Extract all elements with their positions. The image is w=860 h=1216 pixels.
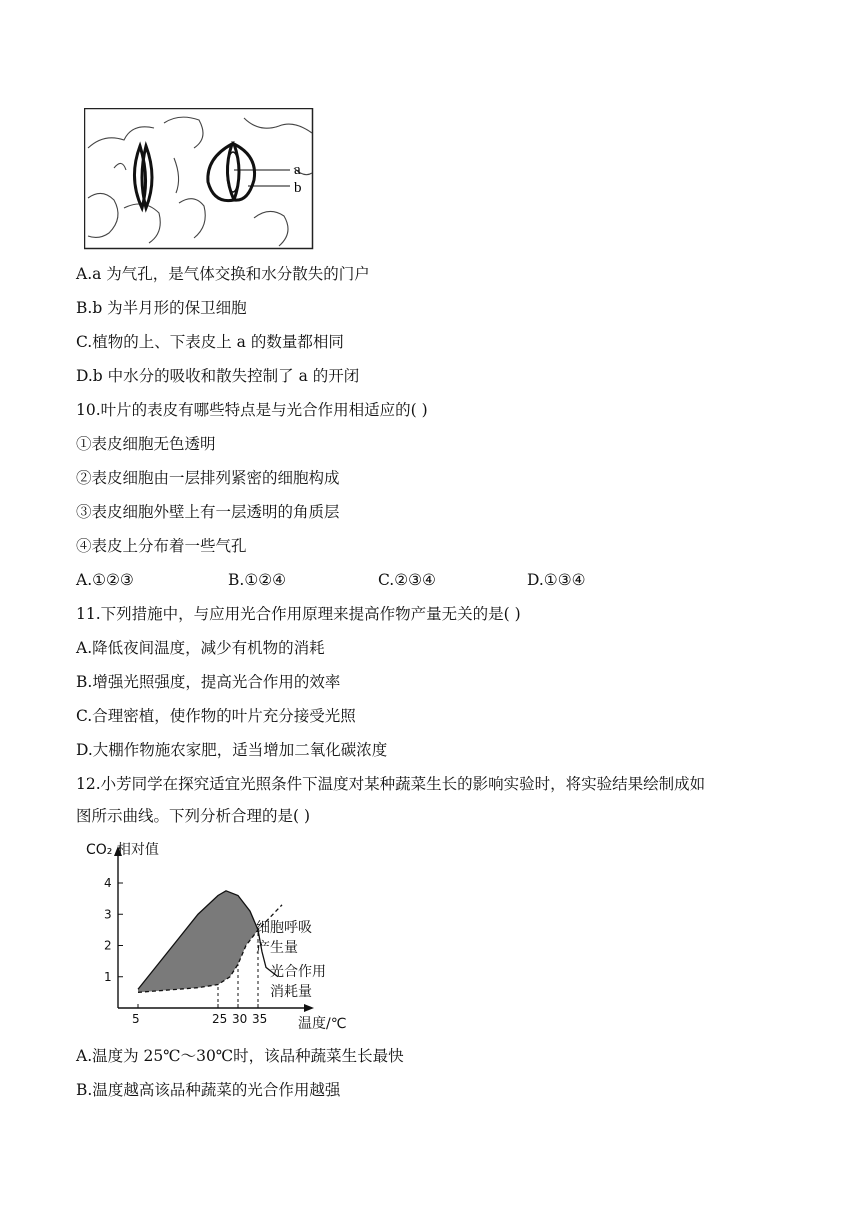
annotation-respiration-2: 产生量 bbox=[256, 940, 298, 956]
x-tick-label: 30 bbox=[232, 1012, 248, 1026]
q10-statement-2: ②表皮细胞由一层排列紧密的细胞构成 bbox=[76, 469, 340, 487]
co2-temperature-chart bbox=[84, 840, 374, 1040]
y-tick-label: 1 bbox=[104, 969, 112, 984]
q10-option-a: A.①②③ bbox=[76, 571, 134, 589]
y-tick-label: 4 bbox=[104, 876, 112, 890]
x-tick-label: 5 bbox=[132, 1012, 140, 1026]
y-tick-label: 2 bbox=[104, 938, 112, 953]
q10-option-b: B.①②④ bbox=[228, 571, 287, 589]
stomata-figure bbox=[84, 108, 314, 250]
label-a: a bbox=[294, 162, 301, 178]
q10-stem: 10.叶片的表皮有哪些特点是与光合作用相适应的( ) bbox=[76, 401, 428, 419]
q12-option-b: B.温度越高该品种蔬菜的光合作用越强 bbox=[76, 1081, 341, 1099]
q11-option-a: A.降低夜间温度，减少有机物的消耗 bbox=[76, 639, 325, 657]
x-tick-label: 25 bbox=[212, 1012, 228, 1026]
q11-option-d: D.大棚作物施农家肥，适当增加二氧化碳浓度 bbox=[76, 741, 388, 759]
q12-option-a: A.温度为 25℃～30℃时，该品种蔬菜生长最快 bbox=[76, 1047, 404, 1065]
chart-ylabel: CO₂ 相对值 bbox=[86, 842, 159, 858]
q12-stem-line1: 12.小芳同学在探究适宜光照条件下温度对某种蔬菜生长的影响实验时，将实验结果绘制成如 bbox=[76, 775, 706, 793]
q9-option-d: D.b 中水分的吸收和散失控制了 a 的开闭 bbox=[76, 367, 360, 385]
q11-option-c: C.合理密植，使作物的叶片充分接受光照 bbox=[76, 707, 356, 725]
q11-option-b: B.增强光照强度，提高光合作用的效率 bbox=[76, 673, 341, 691]
annotation-photosynthesis-1: 光合作用 bbox=[270, 964, 326, 980]
q9-option-c: C.植物的上、下表皮上 a 的数量都相同 bbox=[76, 333, 344, 351]
q10-statement-4: ④表皮上分布着一些气孔 bbox=[76, 537, 247, 555]
shaded-net-area bbox=[138, 891, 258, 993]
q9-option-a: A.a 为气孔，是气体交换和水分散失的门户 bbox=[76, 265, 370, 283]
x-axis-arrow bbox=[304, 1004, 314, 1012]
q10-option-c: C.②③④ bbox=[378, 571, 436, 589]
q10-statement-3: ③表皮细胞外壁上有一层透明的角质层 bbox=[76, 503, 340, 521]
chart-xlabel: 温度/℃ bbox=[298, 1016, 347, 1032]
q10-statement-1: ①表皮细胞无色透明 bbox=[76, 435, 216, 453]
q10-option-d: D.①③④ bbox=[527, 571, 586, 589]
label-b: b bbox=[294, 180, 302, 196]
q9-option-b: B.b 为半月形的保卫细胞 bbox=[76, 299, 247, 317]
q11-stem: 11.下列措施中，与应用光合作用原理来提高作物产量无关的是( ) bbox=[76, 605, 521, 623]
annotation-respiration-1: 细胞呼吸 bbox=[256, 920, 312, 936]
annotation-photosynthesis-2: 消耗量 bbox=[270, 984, 312, 1000]
y-tick-label: 3 bbox=[104, 907, 112, 922]
x-tick-label: 35 bbox=[252, 1012, 268, 1026]
q12-stem-line2: 图所示曲线。下列分析合理的是( ) bbox=[76, 807, 311, 825]
